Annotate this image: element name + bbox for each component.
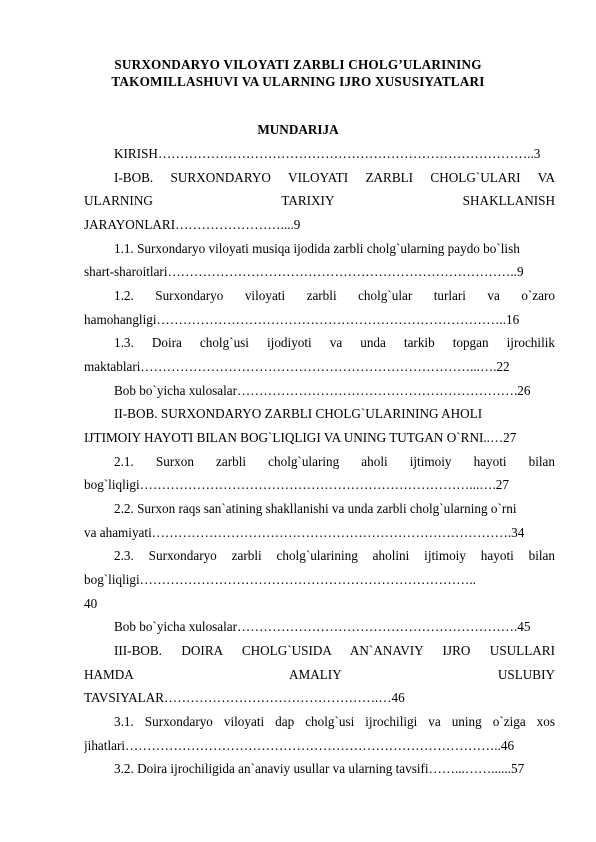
toc-entry-1-3-line-1: 1.3. Doira cholg`usi ijodiyoti va unda tarkib topgan ijrochilik [114, 335, 555, 350]
toc-entry-1-2-line-2: hamohangligi……………………………………………………………………..16 [84, 312, 520, 327]
toc-entry-2-1-line-1: 2.1. Surxon zarbli cholg`ularing aholi ijtimoiy hayoti bilan [114, 454, 555, 469]
toc-entry-chapter-3-line-1: III-BOB. DOIRA CHOLG`USIDA AN`ANAVIY IJRO USULLARI [114, 643, 555, 658]
toc-entry-1-3-line-2: maktablari…………………………………………………………………...….22 [84, 359, 510, 374]
toc-entry-kirish: KIRISH…………………………………………………………………………..3 [114, 146, 541, 161]
toc-entry-1-1-line-2: shart-sharoitlari……………………………………………………………………..9 [84, 264, 524, 279]
toc-entry-2-2-line-1: 2.2. Surxon raqs san`atining shakllanishi va unda zarbli cholg`ularning o`rni [114, 501, 517, 516]
toc-entry-3-1-line-2: jihatlari…………………………………………………………………………..46 [84, 738, 515, 753]
toc-entry-chapter-3-line-2: HAMDA AMALIY USLUBIY [84, 667, 555, 682]
toc-entry-2-3-line-2: bog`liqligi………………………………………………………………….. [84, 572, 476, 587]
toc-entry-1-1-line-1: 1.1. Surxondaryo viloyati musiqa ijodida zarbli cholg`ularning paydo bo`lish [114, 241, 520, 256]
toc-entry-chapter-1-line-2: ULARNING TARIXIY SHAKLLANISH [84, 193, 555, 208]
document-title-line-1: SURXONDARYO VILOYATI ZARBLI CHOLG’ULARINING [114, 57, 482, 72]
toc-entry-chapter-2-line-2: IJTIMOIY HAYOTI BILAN BOG`LIQLIGI VA UNING TUTGAN O`RNI..…27 [84, 430, 517, 445]
toc-entry-chapter-1-summary: Bob bo`yicha xulosalar……………………………………………………….26 [114, 383, 531, 398]
toc-heading: MUNDARIJA [257, 122, 339, 137]
toc-entry-chapter-3-line-3: TAVSIYALAR………………………………………….…46 [84, 690, 405, 705]
document-title-line-2: TAKOMILLASHUVI VA ULARNING IJRO XUSUSIYATLARI [111, 74, 485, 89]
toc-entry-3-2: 3.2. Doira ijrochiligida an`anaviy usullar va ularning tavsifi……...……......57 [114, 761, 525, 776]
toc-entry-3-1-line-1: 3.1. Surxondaryo viloyati dap cholg`usi ijrochiligi va uning o`ziga xos [114, 714, 555, 729]
toc-entry-1-2-line-1: 1.2. Surxondaryo viloyati zarbli cholg`ular turlari va o`zaro [114, 288, 555, 303]
toc-entry-chapter-2-summary: Bob bo`yicha xulosalar……………………………………………………….45 [114, 619, 531, 634]
toc-entry-chapter-2-line-1: II-BOB. SURXONDARYO ZARBLI CHOLG`ULARINING AHOLI [114, 406, 483, 421]
toc-entry-2-2-line-2: va ahamiyati……………………………………………………………………….34 [84, 525, 525, 540]
toc-entry-chapter-1-line-1: I-BOB. SURXONDARYO VILOYATI ZARBLI CHOLG`ULARI VA [114, 170, 555, 185]
toc-entry-chapter-1-line-3: JARAYONLARI……………………....9 [84, 217, 301, 232]
toc-entry-2-3-line-1: 2.3. Surxondaryo zarbli cholg`ularining aholini ijtimoiy hayoti bilan [114, 548, 555, 563]
toc-entry-2-1-line-2: bog`liqligi…………………………………………………………………...….27 [84, 477, 509, 492]
toc-entry-2-3-page: 40 [84, 596, 98, 611]
